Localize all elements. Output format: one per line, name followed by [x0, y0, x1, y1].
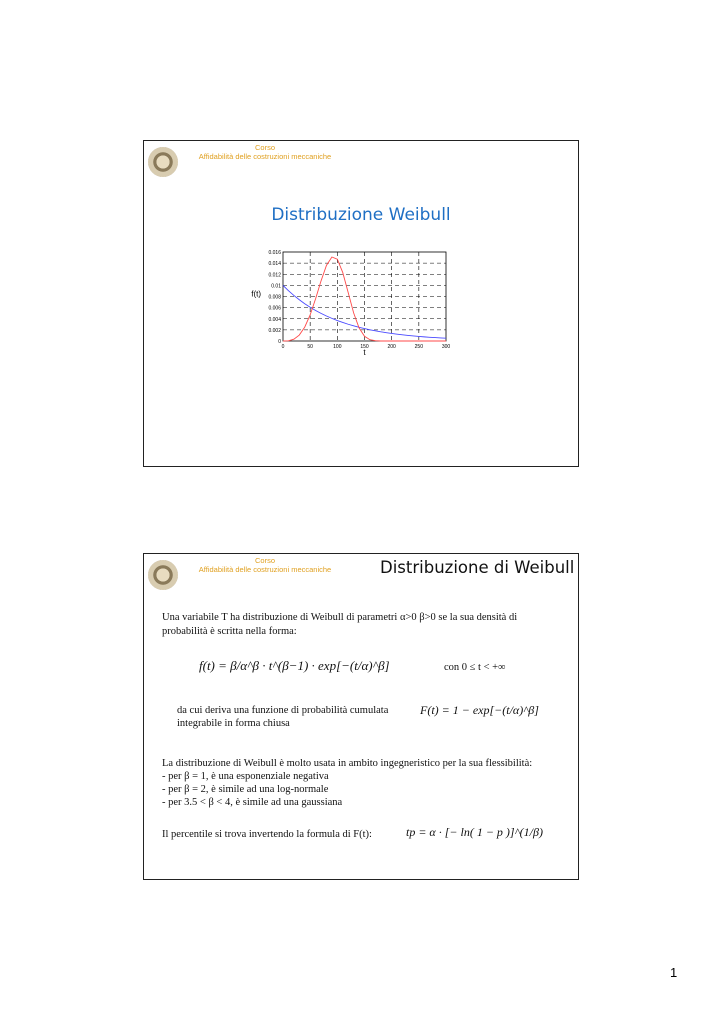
course-name: Affidabilità delle costruzioni meccaniche — [198, 565, 332, 574]
x-tick-label: 200 — [387, 344, 396, 350]
slide-weibull-definition — [143, 553, 579, 880]
weibull-chart — [144, 246, 580, 376]
x-axis-label: t — [363, 348, 366, 357]
x-tick-label: 100 — [333, 344, 342, 350]
course-label: Corso — [254, 556, 275, 565]
page-number: 1 — [670, 965, 678, 980]
x-tick-label: 250 — [414, 344, 424, 350]
percentile-formula: tp = α · [− ln( 1 − p )]^(1/β) — [406, 825, 543, 839]
cdf-text-2: integrabile in forma chiusa — [177, 718, 290, 729]
y-tick-label: 0.014 — [268, 261, 281, 268]
course-name: Affidabilità delle costruzioni meccaniche — [198, 152, 332, 161]
x-tick-label: 50 — [307, 344, 313, 350]
y-tick-label: 0.01 — [271, 283, 281, 290]
percentile-text: Il percentile si trova invertendo la formula di F(t): — [162, 829, 372, 840]
university-seal-logo — [148, 147, 178, 177]
x-tick-label: 150 — [360, 344, 369, 350]
uses-line-4: - per 3.5 < β < 4, è simile ad una gaussiana — [162, 797, 343, 808]
intro-line-1: Una variabile T ha distribuzione di Weibull di parametri α>0 β>0 se la sua densità di — [162, 612, 518, 623]
y-tick-label: 0.008 — [268, 294, 281, 301]
slide-title: Distribuzione di Weibull — [380, 558, 575, 577]
y-tick-label: 0.002 — [268, 327, 281, 334]
course-header — [190, 143, 340, 161]
course-label: Corso — [254, 143, 275, 152]
pdf-domain: con 0 ≤ t < +∞ — [444, 662, 506, 673]
y-tick-label: 0.012 — [268, 272, 281, 279]
intro-line-2: probabilità è scritta nella forma: — [162, 626, 297, 637]
cdf-text-1: da cui deriva una funzione di probabilità cumulata — [177, 705, 389, 716]
uses-line-3: - per β = 2, è simile ad una log-normale — [162, 784, 329, 795]
pdf-formula: f(t) = β/α^β · t^(β−1) · exp[−(t/α)^β] — [199, 658, 390, 673]
y-tick-label: 0 — [278, 339, 281, 345]
y-tick-label: 0.004 — [268, 316, 281, 323]
cdf-formula: F(t) = 1 − exp[−(t/α)^β] — [420, 703, 539, 717]
x-tick-label: 0 — [281, 344, 285, 350]
uses-line-2: - per β = 1, è una esponenziale negativa — [162, 771, 329, 782]
uses-line-1: La distribuzione di Weibull è molto usata in ambito ingegneristico per la sua flessibilità: — [162, 758, 533, 769]
course-header — [190, 556, 340, 574]
university-seal-logo — [148, 560, 178, 590]
x-tick-label: 300 — [441, 344, 451, 350]
slide-weibull-chart — [143, 140, 579, 467]
y-tick-label: 0.006 — [268, 305, 281, 312]
slide-title: Distribuzione Weibull — [271, 205, 451, 225]
y-tick-label: 0.016 — [268, 250, 281, 256]
y-axis-label: f(t) — [251, 289, 261, 299]
